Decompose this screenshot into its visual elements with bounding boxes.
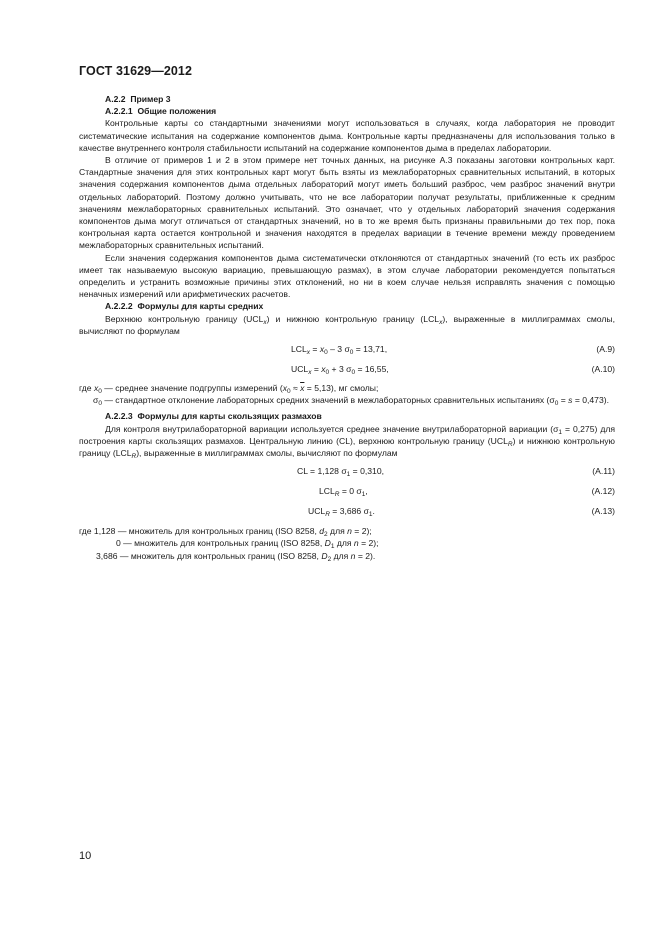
variable: d [319,526,325,537]
variable: n [353,538,359,549]
text-run: где [79,383,94,394]
section-title: Формулы для карты скользящих размахов [137,411,322,422]
section-heading-a222 [79,93,615,105]
subscript: 2 [324,531,328,539]
text-run: — среднее значение подгруппы измерений ( [101,383,283,394]
variable: $\overline{x}$ [300,383,305,394]
equation-number: (А.10) [591,364,615,375]
equation-formula [297,465,384,477]
subscript: 0 [98,400,102,408]
paragraph-ucl-lcl-intro [79,313,615,337]
text-run: = 2); [351,526,372,537]
text-run: UCL [291,364,309,375]
page-content [79,93,615,562]
variable: σ [549,395,555,406]
text-run: = [310,344,320,355]
subscript: 0 [325,369,330,377]
text-run: UCL [308,506,326,517]
text-run: = 2); [358,538,379,549]
definition-3686 [79,550,615,562]
variable: s [568,395,573,406]
definition-sigma0 [79,394,615,406]
section-number: А.2.2.1 [105,106,133,117]
equation-a10 [79,363,615,377]
subscript: 1 [330,543,335,551]
section-number: А.2.2.3 [105,411,133,422]
subscript: 0 [554,400,559,408]
text-run: — множитель для контрольных границ (ISO 8258, [115,526,320,537]
equation-a12 [79,485,615,499]
subscript: R [334,491,340,499]
subscript: 0 [98,388,102,396]
subscript: 1 [361,491,366,499]
paragraph-systematic-deviation: Если значения содержания компонентов дыма систематически отклоняются от стандартных значений (то есть их разброс имеет так называемую высокую вариацию, превышающую размах), в этом случае лаборатории рекомендуется попытаться определить и устранить возможные причины этих отклонений, но ни в коем случае нельзя исправлять значения с помощью неначных измерений или арифметических расчетов. [79,252,615,300]
equation-number: (А.11) [592,466,615,477]
paragraph-control-charts: Контрольные карты со стандартными значениями могут использоваться в случаях, когда лаборатория не проводит систематические испытания на содержание компонентов дыма. Контрольные карты предназначены для использования только в качестве внутреннего контроля стабильности испытаний на содержание компонентов дыма в пределах лаборатории. [79,118,615,153]
text-run: , [365,486,368,497]
subscript: x [439,318,443,326]
text-run: = 3,686 σ [329,506,369,517]
text-run: . [372,506,375,517]
variable: x [282,383,287,394]
equation-formula [291,343,387,355]
text-run: = [558,395,569,406]
section-title: Пример 3 [130,94,171,104]
text-run: = 0,275) для построения карты скользящих размахов. Центральную линию (CL), верхнюю контрольную границу (UCL [79,423,615,446]
text-run: — множитель для контрольных границ (ISO 8258, [117,550,322,561]
equation-formula [291,363,389,375]
text-run: Для контроля внутрилабораторной вариации используется среднее значение внутрилабораторной вариации (σ [105,423,559,434]
section-heading-a2221 [79,105,615,117]
variable: D [321,550,328,561]
text-run: = 13,71, [353,344,388,355]
text-run: ) и нижнюю контрольную границу (LCL [266,313,440,324]
text-run: ≈ [290,383,301,394]
text-run: + 3 σ [329,364,352,375]
subscript: 0 [351,369,356,377]
equation-a13 [79,505,615,519]
subscript: R [507,440,513,448]
equation-a11 [79,465,615,479]
text-run: = 2). [355,550,376,561]
equation-formula [319,485,368,497]
text-run: = 5,13), мг смолы; [304,383,379,394]
text-run: где 1,128 [79,526,116,537]
page-number: 10 [79,850,92,862]
equation-formula [308,505,375,517]
standard-header: ГОСТ 31629—2012 [79,64,193,78]
subscript: 1 [346,471,351,479]
equation-a9 [79,343,615,357]
text-run: ) и нижнюю контрольную границу (LCL [79,435,615,459]
definition-1128 [79,525,615,537]
paragraph-examples-difference: В отличие от примеров 1 и 2 в этом примере нет точных данных, на рисунке А.3 показаны заготовки контрольных карт. Стандартные значения для этих контрольных карт могут быть взяты из межлабораторных сравнительных испытаний, в которых значения содержания компонентов дыма отдельных лабораторий могут иметь больший разброс, чем разброс значений внутри отдельных лабораторий. Поэтому должно учитывать, что не все лаборатории получат результаты, приближенные к средним значениям межлабораторных сравнительных испытаний. Это означает, что у отдельных лабораторий значения содержания компонентов дыма могут отличаться от стандартных значений, но в то же время быть признаны правильными до тех пор, пока контрольная карта остается контрольной и значения находятся в пределах вариации в течение времени между проведением межлабораторных сравнительных испытаний. [79,155,615,251]
variable: n [347,526,352,537]
text-run: — стандартное отклонение лабораторных средних значений в межлабораторных сравнительных испытаниях ( [101,395,550,406]
text-run: = 0 σ [339,486,362,497]
text-run: – 3 σ [327,344,350,355]
text-run: ), выраженные в миллиграммах смолы, вычисляют по формулам [136,448,398,459]
text-run: для [327,526,348,537]
subscript: x [306,349,311,357]
text-run: = 0,310, [350,466,384,477]
subscript: x [308,369,312,377]
text-run: = [311,364,322,375]
variable: x [93,383,99,394]
subscript: 0 [324,349,328,357]
text-run: для [334,538,354,549]
equation-number: (А.12) [591,486,615,497]
text-run: = 16,55, [355,364,389,375]
definition-x0 [79,382,615,394]
equation-number: (А.9) [596,344,615,355]
subscript: 0 [286,388,291,396]
text-run: = 0,473). [572,395,609,406]
section-title: Формулы для карты средних [137,301,264,312]
paragraph-moving-range-intro [79,423,615,460]
definitions-a11-a13 [79,525,615,562]
text-run: для [331,550,351,561]
equation-number: (А.13) [591,506,615,517]
section-heading-a2222 [79,300,615,312]
text-run: — множитель для контрольных границ (ISO 8258, [120,538,325,549]
section-heading-a2223 [79,410,615,422]
text-run: LCL [319,486,335,497]
subscript: x [263,318,267,326]
text-run: ), выраженные в миллиграммах смолы, вычисляют по формулам [79,313,615,336]
variable: n [350,550,356,561]
section-number: А.2.2 [105,94,126,104]
variable: D [324,538,331,549]
text-run: LCL [291,344,307,355]
text-run: CL = 1,128 σ [297,466,347,477]
section-number: А.2.2.2 [105,301,133,312]
subscript: 1 [558,428,563,436]
subscript: 1 [368,511,373,519]
subscript: 0 [349,349,354,357]
text-run: 3,686 [96,550,118,561]
subscript: 2 [327,555,332,563]
text-run: 0 [116,538,121,549]
subscript: R [325,511,330,519]
variable: x [319,344,325,355]
variable: x [321,364,326,375]
definitions-a9-a10 [79,382,615,406]
definition-0 [79,537,615,549]
subscript: R [131,453,137,461]
text-run: Верхнюю контрольную границу (UCL [105,313,264,324]
variable: σ [93,395,99,406]
section-title: Общие положения [137,106,217,117]
